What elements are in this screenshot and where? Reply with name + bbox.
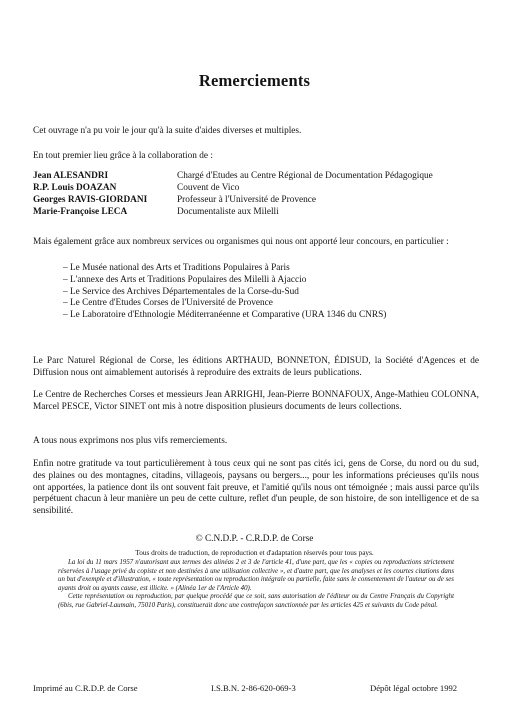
copyright-line: © C.N.D.P. - C.R.D.P. de Corse [195, 534, 314, 544]
gratitude-paragraph: Enfin notre gratitude va tout particulièrement à tous ceux qui ne sont pas cités ici, gens de Corse, du nord ou du sud, des plaines ou des montagnes, citadins, villageois, paysans ou bergers..., pour les informations précieuses qu'ils nous ont apportées, la patience dont ils ont souvent fait preuve, et l'amitié qu'ils nous ont témoignée ; mais aussi parce qu'ils perpétuent chacun à leur manière un peu de cette culture, reflet d'un peuple, de son histoire, de son intelligence et de sa sensibilité. [33, 459, 479, 517]
collaboration-intro: En tout premier lieu grâce à la collaboration de : [33, 151, 213, 161]
collaborator-role: Documentaliste aux Milelli [177, 206, 279, 217]
organization-item: – Le Service des Archives Départementales de la Corse-du-Sud [63, 286, 299, 297]
intro-paragraph: Cet ouvrage n'a pu voir le jour qu'à la suite d'aides diverses et multiples. [33, 126, 302, 136]
organization-item: – Le Musée national des Arts et Traditions Populaires à Paris [63, 263, 290, 273]
organizations-list [63, 263, 483, 322]
page-title: Remerciements [198, 71, 311, 90]
printer-info: Imprimé au C.R.D.P. de Corse [33, 683, 138, 693]
thanks-paragraph: A tous nous exprimons nos plus vifs remerciements. [33, 436, 228, 446]
legal-notice [58, 559, 454, 610]
collaborator-role: Couvent de Vico [177, 182, 240, 193]
organizations-intro: Mais également grâce aux nombreux services ou organismes qui nous ont apporté leur concours, en particulier : [33, 237, 449, 247]
legal-paragraph: Cette représentation ou reproduction, par quelque procédé que ce soit, sans autorisation de l'éditeur ou du Centre Français du Copyright (6bis, rue Gabriel-Laumain, 75010 Paris), constituerait donc une contrefaçon sanctionnée par les articles 425 et suivants du Code pénal. [58, 593, 454, 609]
organization-item: – Le Laboratoire d'Ethnologie Méditerranéenne et Comparative (URA 1346 du CNRS) [63, 310, 387, 321]
collaborator-name: Marie-Françoise LECA [33, 206, 128, 217]
collaborators-list [33, 171, 493, 219]
collaborator-row [33, 183, 493, 195]
isbn-info: I.S.B.N. 2-86-620-069-3 [211, 683, 296, 693]
collaborator-role: Professeur à l'Université de Provence [177, 194, 317, 205]
legal-deposit-info: Dépôt légal octobre 1992 [370, 683, 458, 693]
collaborator-name: Jean ALESANDRI [33, 171, 109, 181]
organization-item: – Le Centre d'Etudes Corses de l'Université de Provence [63, 298, 273, 309]
collaborator-name: R.P. Louis DOAZAN [33, 182, 117, 193]
collaborator-row [33, 171, 493, 183]
rights-notice: Tous droits de traduction, de reproduction et d'adaptation réservés pour tous pays. [135, 548, 374, 557]
legal-paragraph: La loi du 11 mars 1957 n'autorisant aux termes des alinéas 2 et 3 de l'article 41, d'une part, que les « copies ou reproductions strictement réservées à l'usage privé du copiste et non destinées à une utilisation collective », et d'autre part, que les analyses et les courtes citations dans un but d'exemple et d'illustration, « toute représentation ou reproduction intégrale ou partielle, faite sans le consentement de l'auteur ou de ses ayants droit ou ayants cause, est illicite. » (Alinéa 1er de l'Article 40). [58, 559, 454, 592]
organization-item: – L'annexe des Arts et Traditions Populaires des Milelli à Ajaccio [63, 274, 307, 285]
collaborator-row [33, 207, 493, 219]
centre-paragraph: Le Centre de Recherches Corses et messieurs Jean ARRIGHI, Jean-Pierre BONNAFOUX, Ange-Mathieu COLONNA, Marcel PESCE, Victor SINET ont mis à notre disposition plusieurs documents de leurs collections. [33, 390, 479, 412]
collaborator-role: Chargé d'Etudes au Centre Régional de Documentation Pédagogique [177, 171, 433, 181]
collaborator-row [33, 195, 493, 207]
parc-paragraph: Le Parc Naturel Régional de Corse, les éditions ARTHAUD, BONNETON, ÉDISUD, la Société d'Agences et de Diffusion nous ont aimablement autorisés à reproduire des extraits de leurs publications. [33, 356, 479, 378]
collaborator-name: Georges RAVIS-GIORDANI [33, 194, 148, 205]
